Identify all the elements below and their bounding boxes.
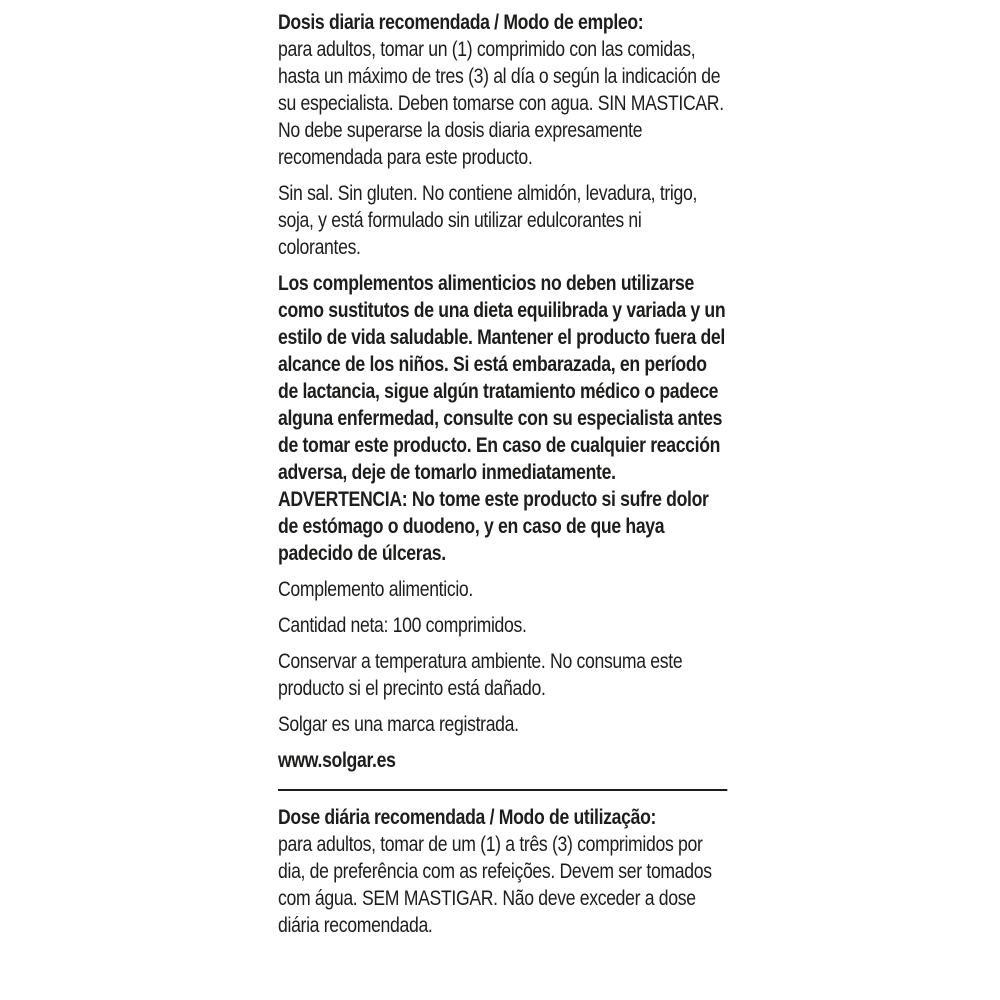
es-warning-paragraph: Los complementos alimenticios no deben utilizarse como sustitutos de una dieta equilibrada y variada y un estilo de vida saludable. Mantener el producto fuera del alcance de los niños. Si está embarazada, en período de lactancia, sigue algún tratamiento médico o padece alguna enfermedad, consulte con su especialista antes de tomar este producto. En caso de cualquier reacción adversa, deje de tomarlo inmediatamente. ADVERTENCIA: No tome este producto si sufre dolor de estómago o duodeno, y en caso de que haya padecido de úlceras. [278,271,726,565]
pt-dosage-heading: Dose diária recomendada / Modo de utilização: [278,805,657,829]
es-website-text: www.solgar.es [278,748,396,772]
es-dosage-paragraph [278,9,727,171]
es-dosage-body: para adultos, tomar un (1) comprimido con las comidas, hasta un máximo de tres (3) al día o según la indicación de su especialista. Deben tomarse con agua. SIN MASTICAR. No debe superarse la dosis diaria expresamente recomendada para este producto. [278,37,724,169]
es-storage-note: Conservar a temperatura ambiente. No consuma este producto si el precinto está dañado. [278,649,683,700]
pt-dosage-body: para adultos, tomar de um (1) a três (3) comprimidos por dia, de preferência com as refeições. Devem ser tomados com água. SEM MASTIGAR. Não deve exceder a dose diária recomendada. [278,832,712,937]
es-dosage-heading: Dosis diaria recomendada / Modo de empleo: [278,10,644,34]
label-text-column [278,9,727,948]
es-dietary-note: Sin sal. Sin gluten. No contiene almidón, levadura, trigo, soja, y está formulado sin utilizar edulcorantes ni colorantes. [278,181,698,259]
es-product-type: Complemento alimenticio. [278,577,473,601]
section-divider [278,789,727,791]
pt-dosage-paragraph [278,804,727,939]
es-net-quantity: Cantidad neta: 100 comprimidos. [278,613,527,637]
es-trademark-note: Solgar es una marca registrada. [278,712,519,736]
